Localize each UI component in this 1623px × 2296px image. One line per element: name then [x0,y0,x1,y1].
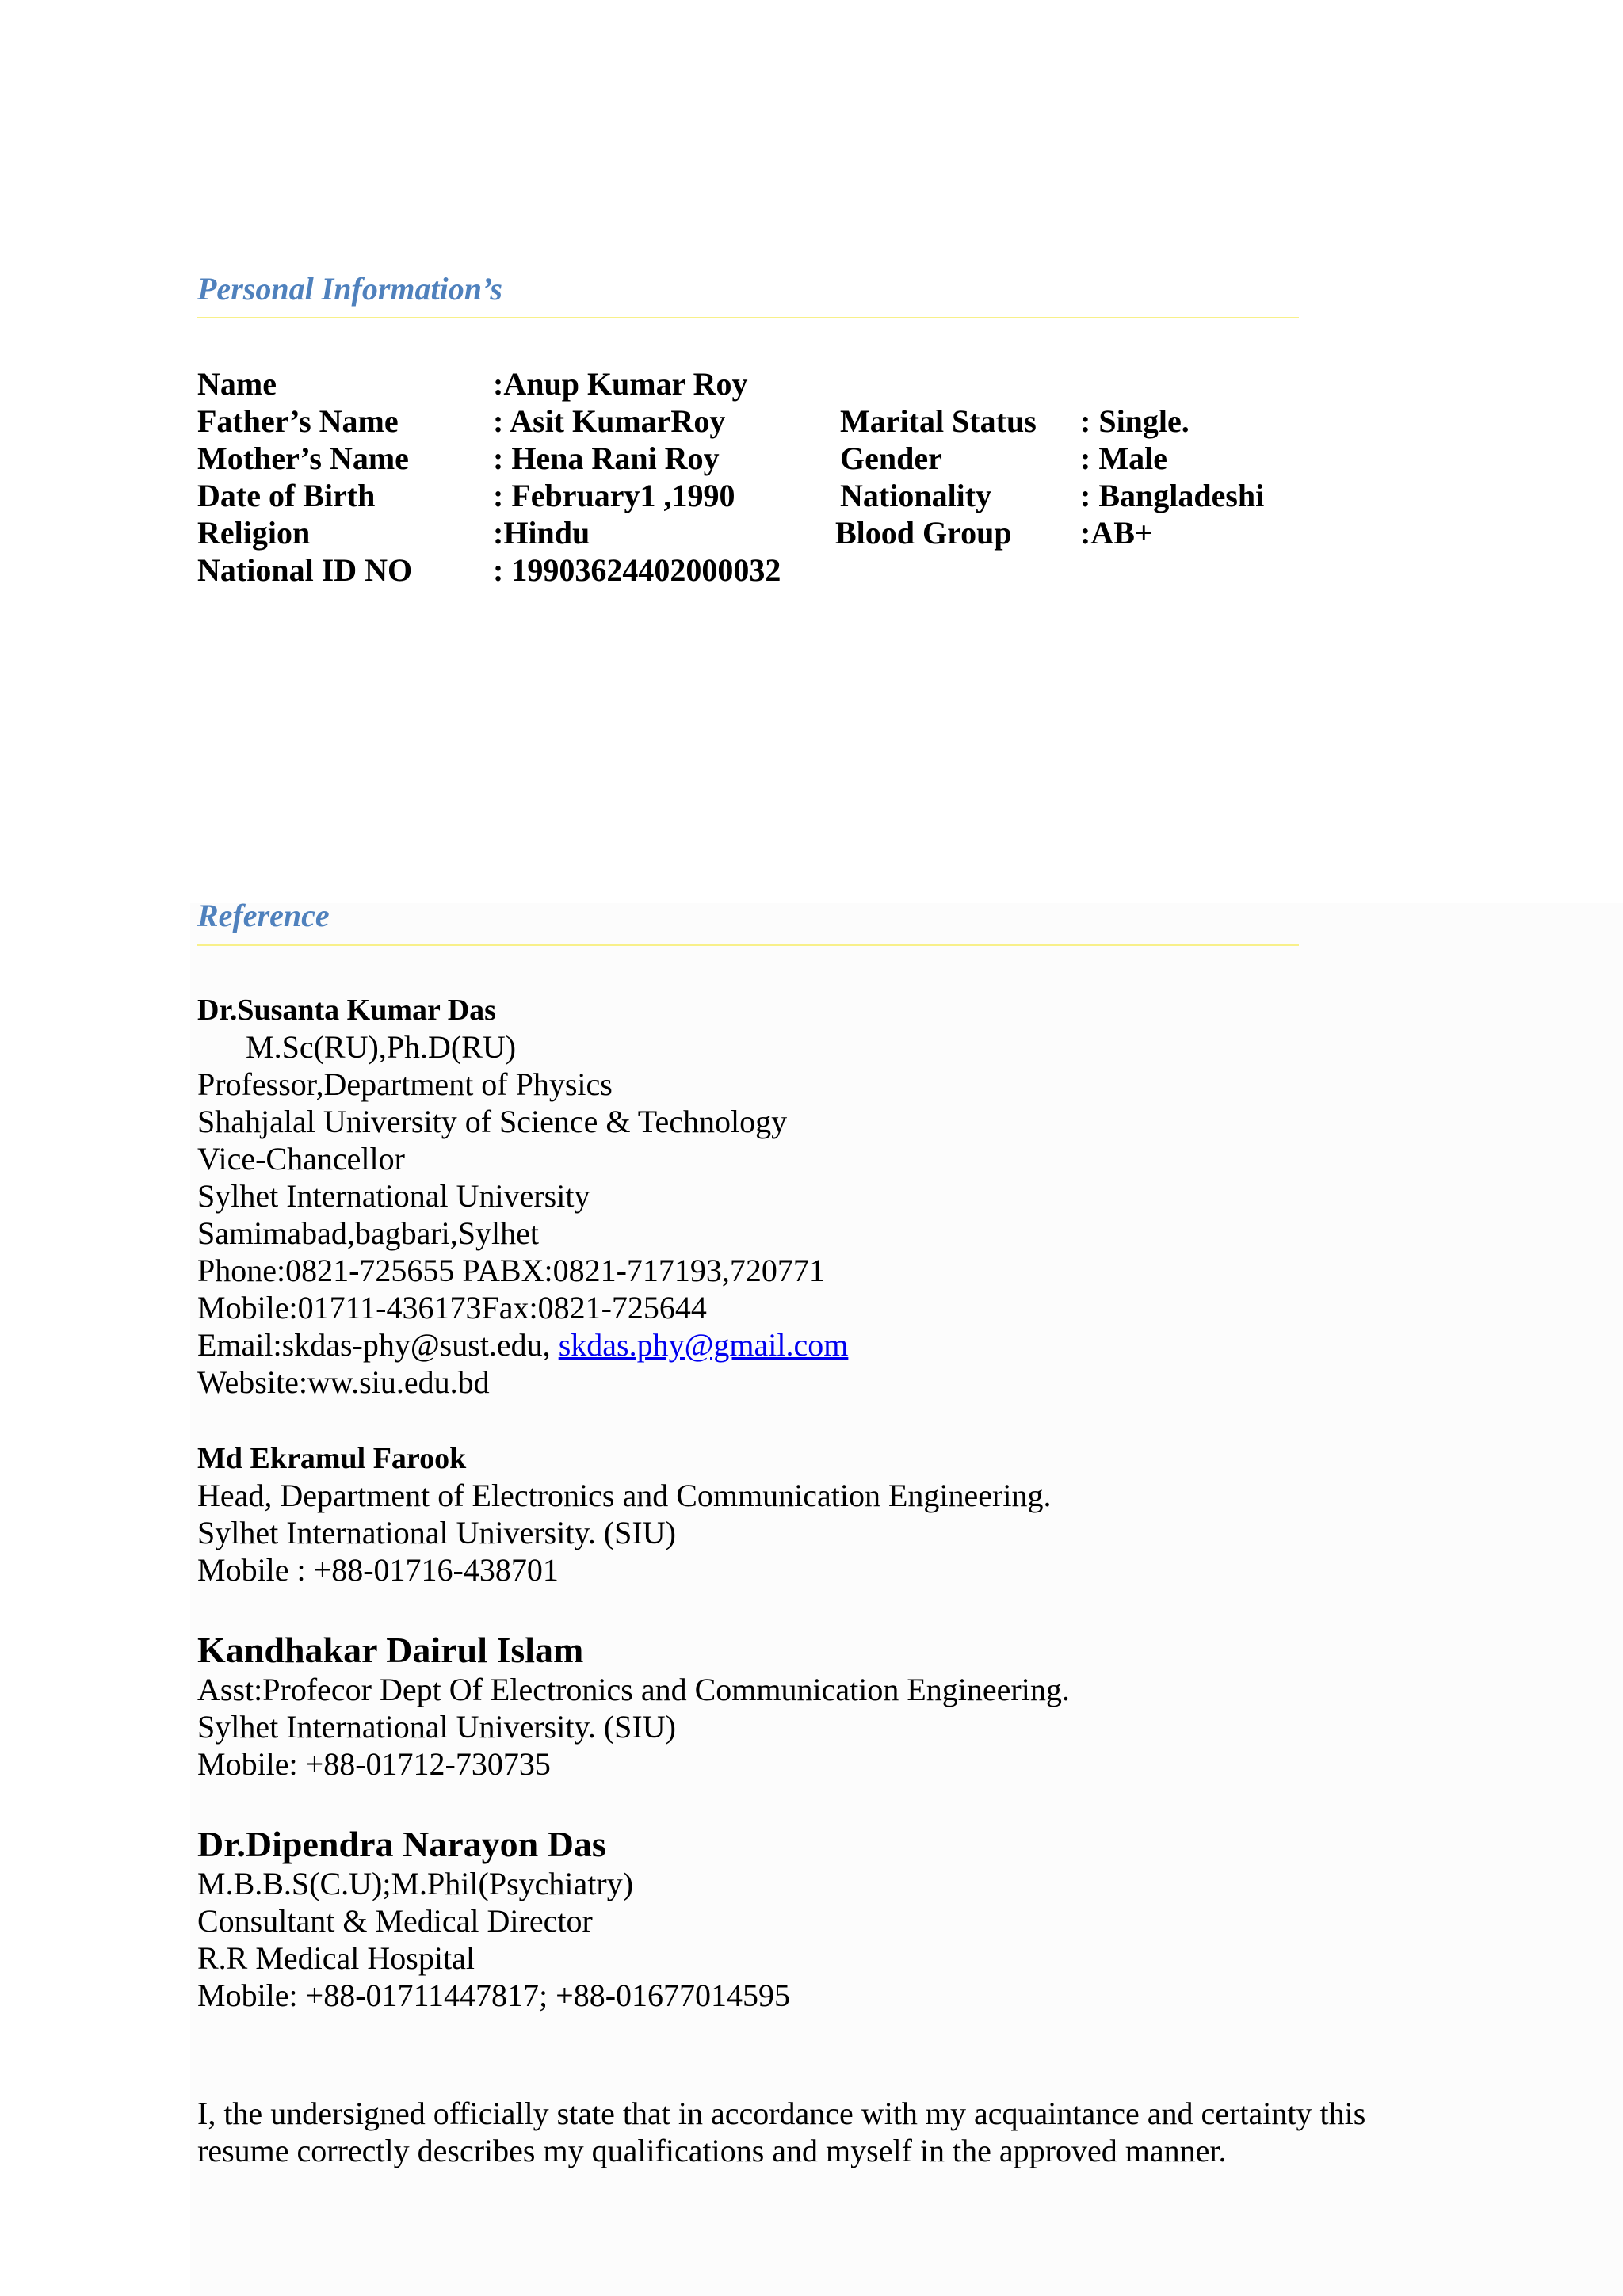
reference-line: Professor,Department of Physics [197,1066,613,1102]
reference-line: Mobile: +88-01711447817; +88-01677014595 [197,1978,791,2013]
religion-value: :Hindu [493,515,590,551]
reference-line: Mobile:01711-436173Fax:0821-725644 [197,1290,707,1325]
name-value: :Anup Kumar Roy [493,366,748,402]
reference-line: Mobile: +88-01712-730735 [197,1746,551,1782]
national-id-label: National ID NO [197,552,413,588]
website-line: Website:ww.siu.edu.bd [197,1364,490,1400]
declaration-line: resume correctly describes my qualifications and myself in the approved manner. [197,2133,1227,2168]
reference-line: Asst:Profecor Dept Of Electronics and Communication Engineering. [197,1672,1070,1707]
mother-name-value: : Hena Rani Roy [493,441,720,476]
personal-info-rule [197,317,1299,318]
reference-line: Sylhet International University. (SIU) [197,1515,676,1550]
reference-line: Mobile : +88-01716-438701 [197,1552,559,1588]
marital-status-value: : Single. [1080,403,1190,439]
nationality-value: : Bangladeshi [1080,478,1265,513]
reference-line: Samimabad,bagbari,Sylhet [197,1215,540,1251]
reference-line: Phone:0821-725655 PABX:0821-717193,720771 [197,1253,825,1288]
personal-info-heading: Personal Information’s [197,271,502,307]
mother-name-label: Mother’s Name [197,441,409,476]
reference-name: Dr.Susanta Kumar Das [197,994,496,1027]
gender-value: : Male [1080,441,1167,476]
reference-line: M.Sc(RU),Ph.D(RU) [246,1029,517,1065]
reference-line: Vice-Chancellor [197,1141,405,1177]
dob-value: : February1 ,1990 [493,478,735,513]
email-line [197,1327,848,1363]
reference-line: Sylhet International University [197,1178,590,1214]
name-label: Name [197,366,277,402]
reference-line: Consultant & Medical Director [197,1903,593,1939]
reference-line: Head, Department of Electronics and Communication Engineering. [197,1478,1052,1513]
email-link[interactable]: skdas.phy@gmail.com [558,1327,849,1363]
national-id-value: : 19903624402000032 [493,552,781,588]
reference-line: Shahjalal University of Science & Technology [197,1104,788,1139]
reference-line: R.R Medical Hospital [197,1940,475,1976]
declaration-line: I, the undersigned officially state that in accordance with my acquaintance and certainty this [197,2096,1366,2131]
reference-name: Dr.Dipendra Narayon Das [197,1824,606,1864]
blood-group-value: :AB+ [1080,515,1153,551]
nationality-label: Nationality [840,478,992,513]
father-name-value: : Asit KumarRoy [493,403,726,439]
reference-rule [197,944,1299,946]
reference-line: M.B.B.S(C.U);M.Phil(Psychiatry) [197,1866,634,1901]
reference-name: Kandhakar Dairul Islam [197,1630,584,1670]
reference-line: Sylhet International University. (SIU) [197,1709,676,1745]
father-name-label: Father’s Name [197,403,399,439]
gender-label: Gender [840,441,942,476]
email-prefix: Email:skdas-phy@sust.edu, [197,1327,559,1363]
marital-status-label: Marital Status [840,403,1037,439]
reference-heading: Reference [197,898,330,933]
religion-label: Religion [197,515,311,551]
dob-label: Date of Birth [197,478,376,513]
blood-group-label: Blood Group [835,515,1012,551]
reference-name: Md Ekramul Farook [197,1442,467,1475]
